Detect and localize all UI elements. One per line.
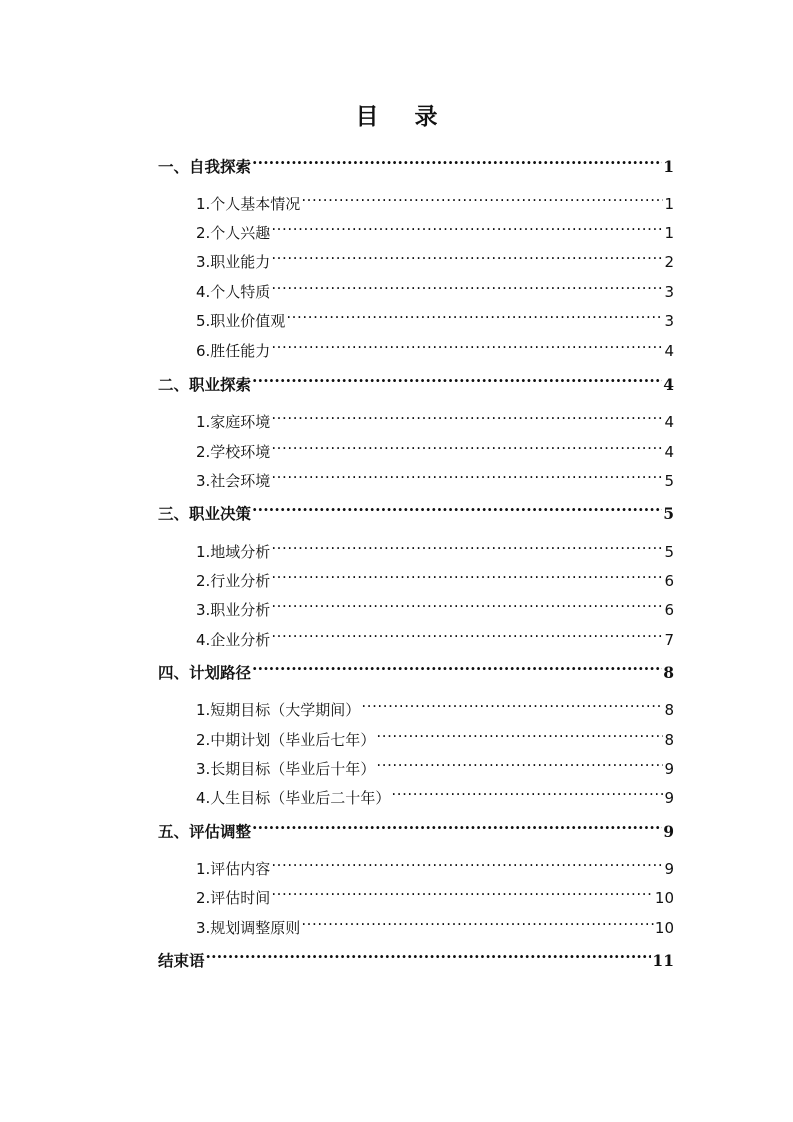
dot-leader bbox=[376, 719, 663, 745]
toc-item-label: 4.人生目标（毕业后二十年） bbox=[196, 789, 391, 807]
toc-section[interactable] bbox=[158, 940, 674, 970]
dot-leader bbox=[252, 493, 662, 519]
toc-page-number: 10 bbox=[654, 889, 674, 907]
dot-leader bbox=[271, 531, 663, 557]
toc-page-number: 8 bbox=[663, 663, 674, 682]
toc-section-label: 二、职业探索 bbox=[158, 375, 252, 394]
toc-page-number: 2 bbox=[664, 253, 674, 271]
dot-leader bbox=[271, 212, 663, 238]
dot-leader bbox=[271, 241, 663, 267]
toc-item-label: 3.长期目标（毕业后十年） bbox=[196, 760, 376, 778]
toc-item[interactable] bbox=[196, 401, 674, 431]
toc-item[interactable] bbox=[196, 777, 674, 807]
toc-page-number: 5 bbox=[663, 504, 674, 523]
toc-page-number: 9 bbox=[664, 760, 674, 778]
toc-item[interactable] bbox=[196, 330, 674, 360]
toc-item-label: 2.评估时间 bbox=[196, 889, 271, 907]
toc-page-number: 10 bbox=[654, 919, 674, 937]
toc-item-label: 4.个人特质 bbox=[196, 283, 271, 301]
toc-item[interactable] bbox=[196, 560, 674, 590]
toc-section[interactable] bbox=[158, 146, 674, 176]
toc-page-number: 5 bbox=[664, 472, 674, 490]
toc-item[interactable] bbox=[196, 748, 674, 778]
toc-title: 目 录 bbox=[355, 103, 452, 130]
toc-item-label: 4.企业分析 bbox=[196, 631, 271, 649]
dot-leader bbox=[252, 364, 662, 390]
toc-page-number: 1 bbox=[664, 224, 674, 242]
toc-page-number: 3 bbox=[664, 283, 674, 301]
dot-leader bbox=[391, 777, 663, 803]
toc-section-label: 结束语 bbox=[158, 951, 205, 970]
dot-leader bbox=[271, 619, 663, 645]
dot-leader bbox=[376, 748, 663, 774]
toc-page-number: 4 bbox=[664, 413, 674, 431]
toc-page-number: 1 bbox=[663, 157, 674, 176]
toc-page-number: 7 bbox=[664, 631, 674, 649]
toc-page-number: 11 bbox=[652, 951, 674, 970]
dot-leader bbox=[271, 271, 663, 297]
toc-page-number: 5 bbox=[664, 543, 674, 561]
toc-item-label: 3.规划调整原则 bbox=[196, 919, 301, 937]
toc-item-label: 2.学校环境 bbox=[196, 443, 271, 461]
toc-page-number: 1 bbox=[664, 195, 674, 213]
toc-section-label: 四、计划路径 bbox=[158, 663, 252, 682]
toc-page-number: 4 bbox=[664, 342, 674, 360]
toc-page-number: 9 bbox=[663, 822, 674, 841]
dot-leader bbox=[301, 183, 663, 209]
toc-item-label: 1.家庭环境 bbox=[196, 413, 271, 431]
toc-item[interactable] bbox=[196, 241, 674, 271]
toc-page-number: 9 bbox=[664, 860, 674, 878]
toc-item-label: 2.行业分析 bbox=[196, 572, 271, 590]
toc-page-number: 4 bbox=[664, 443, 674, 461]
toc-item[interactable] bbox=[196, 271, 674, 301]
toc-section[interactable] bbox=[158, 811, 674, 841]
toc-item[interactable] bbox=[196, 848, 674, 878]
dot-leader bbox=[252, 652, 662, 678]
toc-item[interactable] bbox=[196, 531, 674, 561]
toc-item-label: 2.中期计划（毕业后七年） bbox=[196, 731, 376, 749]
toc-item[interactable] bbox=[196, 877, 674, 907]
dot-leader bbox=[361, 689, 663, 715]
dot-leader bbox=[252, 811, 662, 837]
toc-section[interactable] bbox=[158, 364, 674, 394]
dot-leader bbox=[271, 877, 654, 903]
toc-item[interactable] bbox=[196, 719, 674, 749]
toc-item[interactable] bbox=[196, 689, 674, 719]
toc-item[interactable] bbox=[196, 212, 674, 242]
toc-section-label: 一、自我探索 bbox=[158, 157, 252, 176]
toc-page-number: 3 bbox=[664, 312, 674, 330]
toc-section-label: 五、评估调整 bbox=[158, 822, 252, 841]
dot-leader bbox=[286, 300, 663, 326]
toc-page-number: 9 bbox=[664, 789, 674, 807]
toc-item-label: 3.社会环境 bbox=[196, 472, 271, 490]
dot-leader bbox=[271, 848, 663, 874]
dot-leader bbox=[271, 460, 663, 486]
toc-item[interactable] bbox=[196, 589, 674, 619]
toc-item-label: 5.职业价值观 bbox=[196, 312, 286, 330]
toc-item-label: 1.个人基本情况 bbox=[196, 195, 301, 213]
toc-section-label: 三、职业决策 bbox=[158, 504, 252, 523]
toc-item-label: 1.短期目标（大学期间） bbox=[196, 701, 361, 719]
toc-item[interactable] bbox=[196, 619, 674, 649]
toc-item[interactable] bbox=[196, 183, 674, 213]
toc-section[interactable] bbox=[158, 652, 674, 682]
toc-section[interactable] bbox=[158, 493, 674, 523]
dot-leader bbox=[271, 589, 663, 615]
toc-item-label: 3.职业能力 bbox=[196, 253, 271, 271]
dot-leader bbox=[301, 907, 654, 933]
toc-item[interactable] bbox=[196, 907, 674, 937]
dot-leader bbox=[206, 940, 652, 966]
toc-item-label: 6.胜任能力 bbox=[196, 342, 271, 360]
toc-item[interactable] bbox=[196, 431, 674, 461]
dot-leader bbox=[271, 560, 663, 586]
toc-page-number: 8 bbox=[664, 731, 674, 749]
toc-page-number: 6 bbox=[664, 572, 674, 590]
toc-item[interactable] bbox=[196, 300, 674, 330]
toc-page-number: 4 bbox=[663, 375, 674, 394]
dot-leader bbox=[271, 401, 663, 427]
toc-item-label: 3.职业分析 bbox=[196, 601, 271, 619]
dot-leader bbox=[271, 431, 663, 457]
dot-leader bbox=[252, 146, 662, 172]
toc-page-number: 6 bbox=[664, 601, 674, 619]
toc-page-number: 8 bbox=[664, 701, 674, 719]
toc-item-label: 2.个人兴趣 bbox=[196, 224, 271, 242]
dot-leader bbox=[271, 330, 663, 356]
toc-item-label: 1.评估内容 bbox=[196, 860, 271, 878]
toc-item[interactable] bbox=[196, 460, 674, 490]
toc-item-label: 1.地域分析 bbox=[196, 543, 271, 561]
